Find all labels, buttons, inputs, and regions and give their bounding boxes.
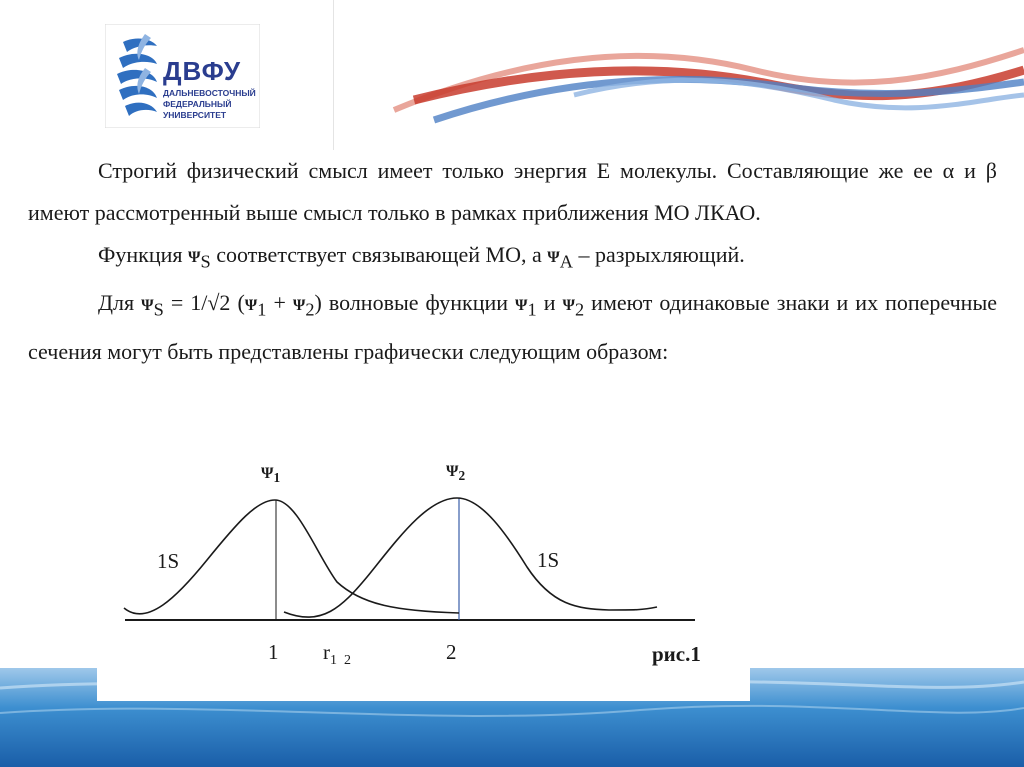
psi1-label — [261, 465, 280, 486]
left-1s-label: 1S — [157, 549, 180, 573]
logo-subtitle-line-3: УНИВЕРСИТЕТ — [163, 110, 227, 120]
psi-subscript: 1 — [257, 299, 267, 320]
p2-prefix: Функция — [98, 242, 189, 267]
logo-title: ДВФУ — [163, 56, 242, 86]
psi-symbol: Ψ — [515, 297, 528, 315]
psi-subscript: A — [559, 251, 573, 272]
right-1s-label: 1S — [537, 548, 560, 572]
p3-and: и — [536, 290, 563, 316]
r-subscript: 1 2 — [330, 653, 351, 669]
psi-symbol: Ψ — [141, 297, 154, 315]
psi-subscript: S — [153, 299, 164, 320]
psi2-curve — [284, 498, 657, 617]
psi-symbol: Ψ — [188, 249, 201, 266]
p3-part-d: имеют одинаковые знаки и их поперечные сечения могут быть представлены графически следующим образом: — [28, 290, 997, 364]
decorative-waves — [334, 0, 1024, 150]
psi2-symbol: Ψ — [446, 463, 459, 480]
logo-subtitle-line-1: ДАЛЬНЕВОСТОЧНЫЙ — [163, 88, 256, 98]
psi-subscript: 2 — [574, 299, 585, 320]
p2-suffix: – разрыхляющий. — [572, 242, 745, 267]
main-text — [28, 150, 997, 373]
figure-caption: рис.1 — [652, 642, 701, 666]
slide-header — [0, 0, 1024, 150]
tick-label-2: 2 — [446, 640, 457, 664]
psi-subscript: S — [200, 251, 211, 272]
psi2-label — [446, 463, 465, 484]
p3-part-c: ) волновые функции — [314, 290, 516, 316]
psi-symbol: Ψ — [547, 249, 560, 266]
psi2-subscript: 2 — [458, 468, 466, 484]
paragraph-2 — [28, 234, 997, 282]
psi-subscript: 1 — [527, 299, 537, 320]
paragraph-3 — [28, 282, 997, 372]
r-symbol: r — [323, 640, 330, 664]
wavefunction-figure — [97, 455, 750, 701]
logo-subtitle — [163, 88, 263, 121]
psi1-subscript: 1 — [273, 470, 281, 486]
tick-label-r12 — [323, 640, 351, 669]
psi-symbol: Ψ — [292, 297, 306, 315]
psi1-symbol: Ψ — [261, 465, 274, 482]
psi-symbol: Ψ — [244, 297, 258, 315]
p3-part-a: Для — [98, 290, 142, 316]
psi-subscript: 2 — [305, 299, 315, 320]
p2-middle: соответствует связывающей МО, а — [210, 242, 548, 267]
p3-part-b: = 1/√2 ( — [163, 290, 245, 316]
tick-label-1: 1 — [268, 640, 279, 664]
psi-symbol: Ψ — [562, 297, 575, 315]
p3-plus: + — [266, 290, 293, 316]
paragraph-1: Строгий физический смысл имеет только энергия Е молекулы. Составляющие же ее α и β имеют рассмотренный выше смысл только в рамках приближения МО ЛКАО. — [28, 158, 997, 225]
logo-subtitle-line-2: ФЕДЕРАЛЬНЫЙ — [163, 99, 232, 109]
